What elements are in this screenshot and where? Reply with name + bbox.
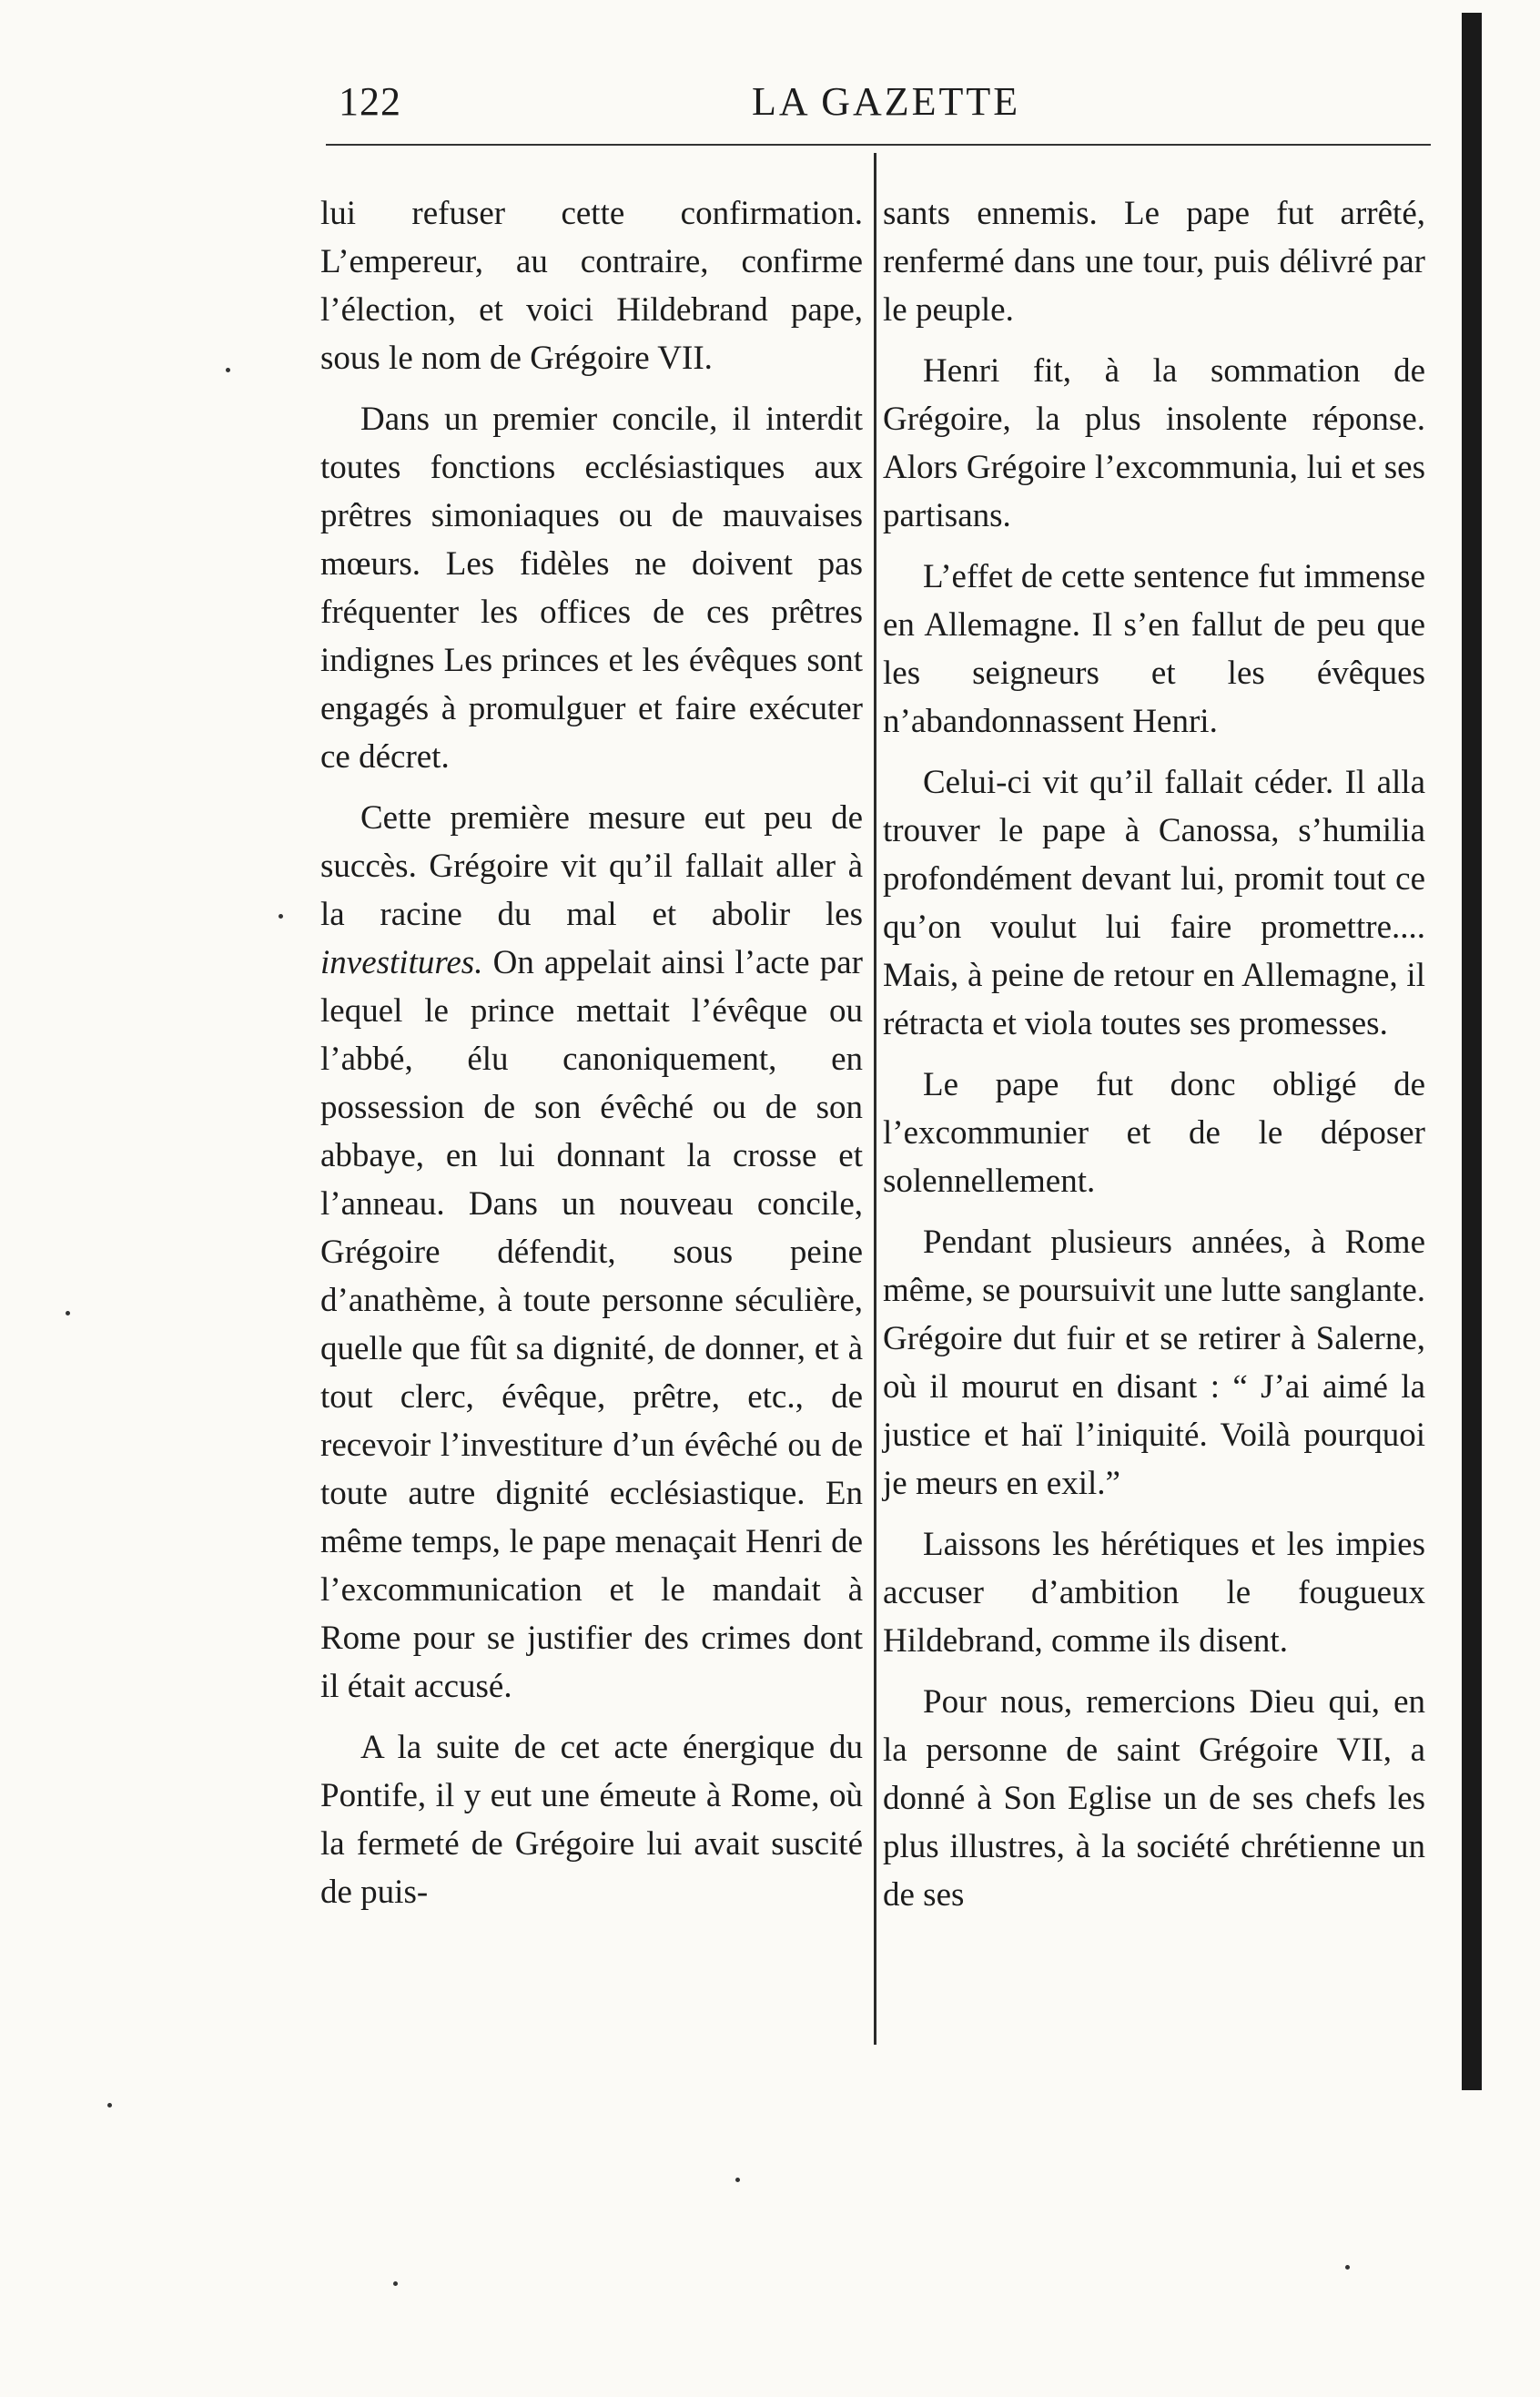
right-column	[883, 189, 1425, 1932]
scan-speck	[66, 1311, 70, 1315]
scan-speck	[393, 2281, 398, 2286]
emphasized-term: investitures.	[320, 944, 483, 981]
header-rule	[326, 144, 1431, 146]
paragraph-text: Cette première mesure eut peu de succès. Grégoire vit qu’il fallait aller à la racine du mal et abolir les	[320, 799, 863, 933]
paragraph	[320, 794, 863, 1711]
paragraph: Henri fit, à la sommation de Grégoire, la plus insolente réponse. Alors Grégoire l’excommunia, lui et ses partisans.	[883, 352, 1425, 534]
paragraph: Pendant plusieurs années, à Rome même, se poursuivit une lutte sanglante. Grégoire dut fuir et se retirer à Salerne, où il mourut en disant : “ J’ai aimé la justice et haï l’iniquité. Voilà pourquoi je meurs en exil.”	[883, 1224, 1425, 1502]
left-column	[320, 189, 863, 1929]
scan-speck	[735, 2178, 740, 2182]
paragraph: L’effet de cette sentence fut immense en Allemagne. Il s’en fallut de peu que les seigneurs et les évêques n’abandonnassent Henri.	[883, 558, 1425, 740]
paragraph-text: On appelait ainsi l’acte par lequel le prince mettait l’évêque ou l’abbé, élu canoniquement, en possession de son évêché ou de son abbaye, en lui donnant la crosse et l’anneau. Dans un nouveau concile, Grégoire défendit, sous peine d’anathème, à toute personne séculière, quelle que fût sa dignité, de donner, et à tout clerc, évêque, prêtre, etc., de recevoir l’investiture d’un évêché ou de toute autre dignité ecclésiastique. En même temps, le pape menaçait Henri de l’excommunication et le mandait à Rome pour se justifier des crimes dont il était accusé.	[320, 944, 863, 1705]
scan-speck	[107, 2103, 112, 2108]
page-number: 122	[339, 79, 401, 124]
paragraph: Pour nous, remercions Dieu qui, en la personne de saint Grégoire VII, a donné à Son Eglise un de ses chefs les plus illustres, à la société chrétienne un de ses	[883, 1683, 1425, 1914]
column-divider	[874, 153, 876, 2045]
page-edge-bar	[1462, 13, 1482, 2090]
scan-speck	[279, 914, 283, 919]
paragraph: Laissons les hérétiques et les impies accuser d’ambition le fougueux Hildebrand, comme ils disent.	[883, 1526, 1425, 1660]
running-head: LA GAZETTE	[752, 79, 1021, 124]
paragraph: A la suite de cet acte énergique du Pontife, il y eut une émeute à Rome, où la fermeté de Grégoire lui avait suscité de puis-	[320, 1729, 863, 1911]
paragraph: sants ennemis. Le pape fut arrêté, renfermé dans une tour, puis délivré par le peuple.	[883, 195, 1425, 329]
paragraph: Celui-ci vit qu’il fallait céder. Il alla trouver le pape à Canossa, s’humilia profondément devant lui, promit tout ce qu’on voulut lui faire promettre.... Mais, à peine de retour en Allemagne, il rétracta et viola toutes ses promesses.	[883, 764, 1425, 1042]
scan-speck	[1345, 2265, 1350, 2270]
paragraph: lui refuser cette confirmation. L’empereur, au contraire, confirme l’élection, et voici Hildebrand pape, sous le nom de Grégoire VII.	[320, 195, 863, 377]
scan-speck	[226, 368, 230, 372]
paragraph: Dans un premier concile, il interdit toutes fonctions ecclésiastiques aux prêtres simoniaques ou de mauvaises mœurs. Les fidèles ne doivent pas fréquenter les offices de ces prêtres indignes Les princes et les évêques sont engagés à promulguer et faire exécuter ce décret.	[320, 401, 863, 776]
paragraph: Le pape fut donc obligé de l’excommunier et de le déposer solennellement.	[883, 1066, 1425, 1200]
